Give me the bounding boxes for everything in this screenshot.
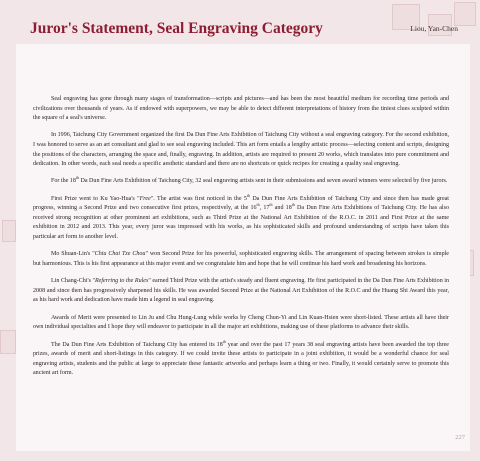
decorative-seal [2,220,16,242]
paragraph-text: Mo Shuan-Lin's " [51,251,95,258]
paragraph-text: ". The artist was first noticed in the 5 [150,195,247,202]
ordinal-suffix: th [291,202,295,208]
paragraph-text: , 17 [259,205,270,212]
paragraph [33,277,449,306]
paragraph-text: Da Dun Fine Arts Exhibitions of Taichung City. He has also received strong recognition at other prominent art exhibitions, such as Third Prize at the National Art Exhibition of the R.O.C. in 2011 and First Prize at the same exhibition in 2012 and 2013. This year, every juror was impressed with his works, as his sophisticated skills and profound understanding of scripts have taken this particular art form to another level. [33,205,449,240]
ordinal-suffix: th [246,192,250,198]
page-number: 227 [455,434,465,441]
paragraph-text: The Da Dun Fine Arts Exhibition of Taichung City has entered its 18 [51,341,223,348]
paragraph [33,314,449,333]
page-header [30,20,462,44]
paragraph-text: Seal engraving has gone through many stages of transformation—scripts and pictures—and has been the most beautiful medium for recording time periods and civilizations over thousands of years. As if endowed with superpowers, we may be able to detect different interpretations of history from the tiniest clues sculpted within the square of a seal's universe. [33,96,449,122]
paragraph-text: " won Second Prize for his powerful, sophisticated engraving skills. The arrangement of spacing between strokes is simple but harmonious. This is his first appearance at this major event and we congratulate him and hope that he will continue his hard work and broadening his horizons. [33,251,449,267]
artwork-title: Chiu Chai Tze Chou [94,251,146,258]
paragraph-text: First Prize went to Ku Yao-Hua's " [51,195,140,202]
paragraph [33,95,449,124]
author-name: Liou, Yan-Chen [410,24,458,33]
paragraph-text: Awards of Merit were presented to Lin Ju and Chu Hung-Lung while works by Cheng Chun-Yi and Lin Kuan-Hsien were short-listed. These artists all have their own individual specialties and I hope they will endeavor to participate in all the major art exhibitions, making use of these platforms to advance their skills. [33,314,449,331]
paragraph [33,192,449,243]
paragraph [33,177,449,187]
ordinal-suffix: th [75,175,79,181]
paragraph-text: In 1996, Taichung City Government organized the first Da Dun Fine Arts Exhibition of Taichung City without a seal engraving category. For the second exhibition, I was honored to serve as an art consultant and glad to see seal engraving included. This art form entails a lengthy artistic process—selecting content and scripts, designing the positions of the characters, arranging the space and, finally, engraving. In addition, artists are required to present 20 works, which translates into pure commitment and dedication. In other words, each seal needs a specific aesthetic standard and there are no shortcuts or quick recipes for creating a quality seal engraving. [33,132,449,168]
paragraph-text: Da Dun Fine Arts Exhibition of Taichung City, 32 seal engraving artists sent in their submissions and seven award winners were selected by five jurors. [78,178,448,185]
statement-body [33,95,449,387]
paragraph-text: For the 18 [51,178,76,185]
paragraph [33,338,449,379]
decorative-seal [0,330,16,354]
paragraph-text: " earned Third Prize with the artist's steady and fluent engraving. He first participated in the Da Dun Fine Arts Exhibition in 2008 and since then has progressively sharpened his skills. He was awarded Second Prize at the National Art Exhibition of the R.O.C and the Huang Shi Award this year, as his hard work and dedication have made him a legend in seal engraving. [33,278,449,304]
paragraph-text: Lin Chang-Chi's " [51,278,95,285]
paragraph [33,250,449,269]
artwork-title: Referring to the Rules [94,278,149,285]
paragraph-text: year and over the past 17 years 38 seal engraving artists have been awarded the top three prizes, awards of merit and short-listings in this category. If we could invite these artists to participate in a joint exhibition, it would be a wonderful chance for seal engraving artists, students and the public at large to appreciate these fantastic artworks and perhaps learn a thing or two. Finally, it would certainly serve to promote this ancient art form. [33,341,449,377]
paragraph [33,131,449,169]
page-title: Juror's Statement, Seal Engraving Category [30,20,323,37]
ordinal-suffix: th [269,202,273,208]
ordinal-suffix: th [256,202,260,208]
paragraph-text: and 18 [272,205,292,212]
artwork-title: Free [139,195,151,202]
paragraph-text: Da Dun Fine Arts Exhibition of Taichung City and since then has made great progress, winning a Second Prize and two consecutive first prizes, respectively, at the 16 [33,195,449,212]
ordinal-suffix: th [222,338,226,344]
